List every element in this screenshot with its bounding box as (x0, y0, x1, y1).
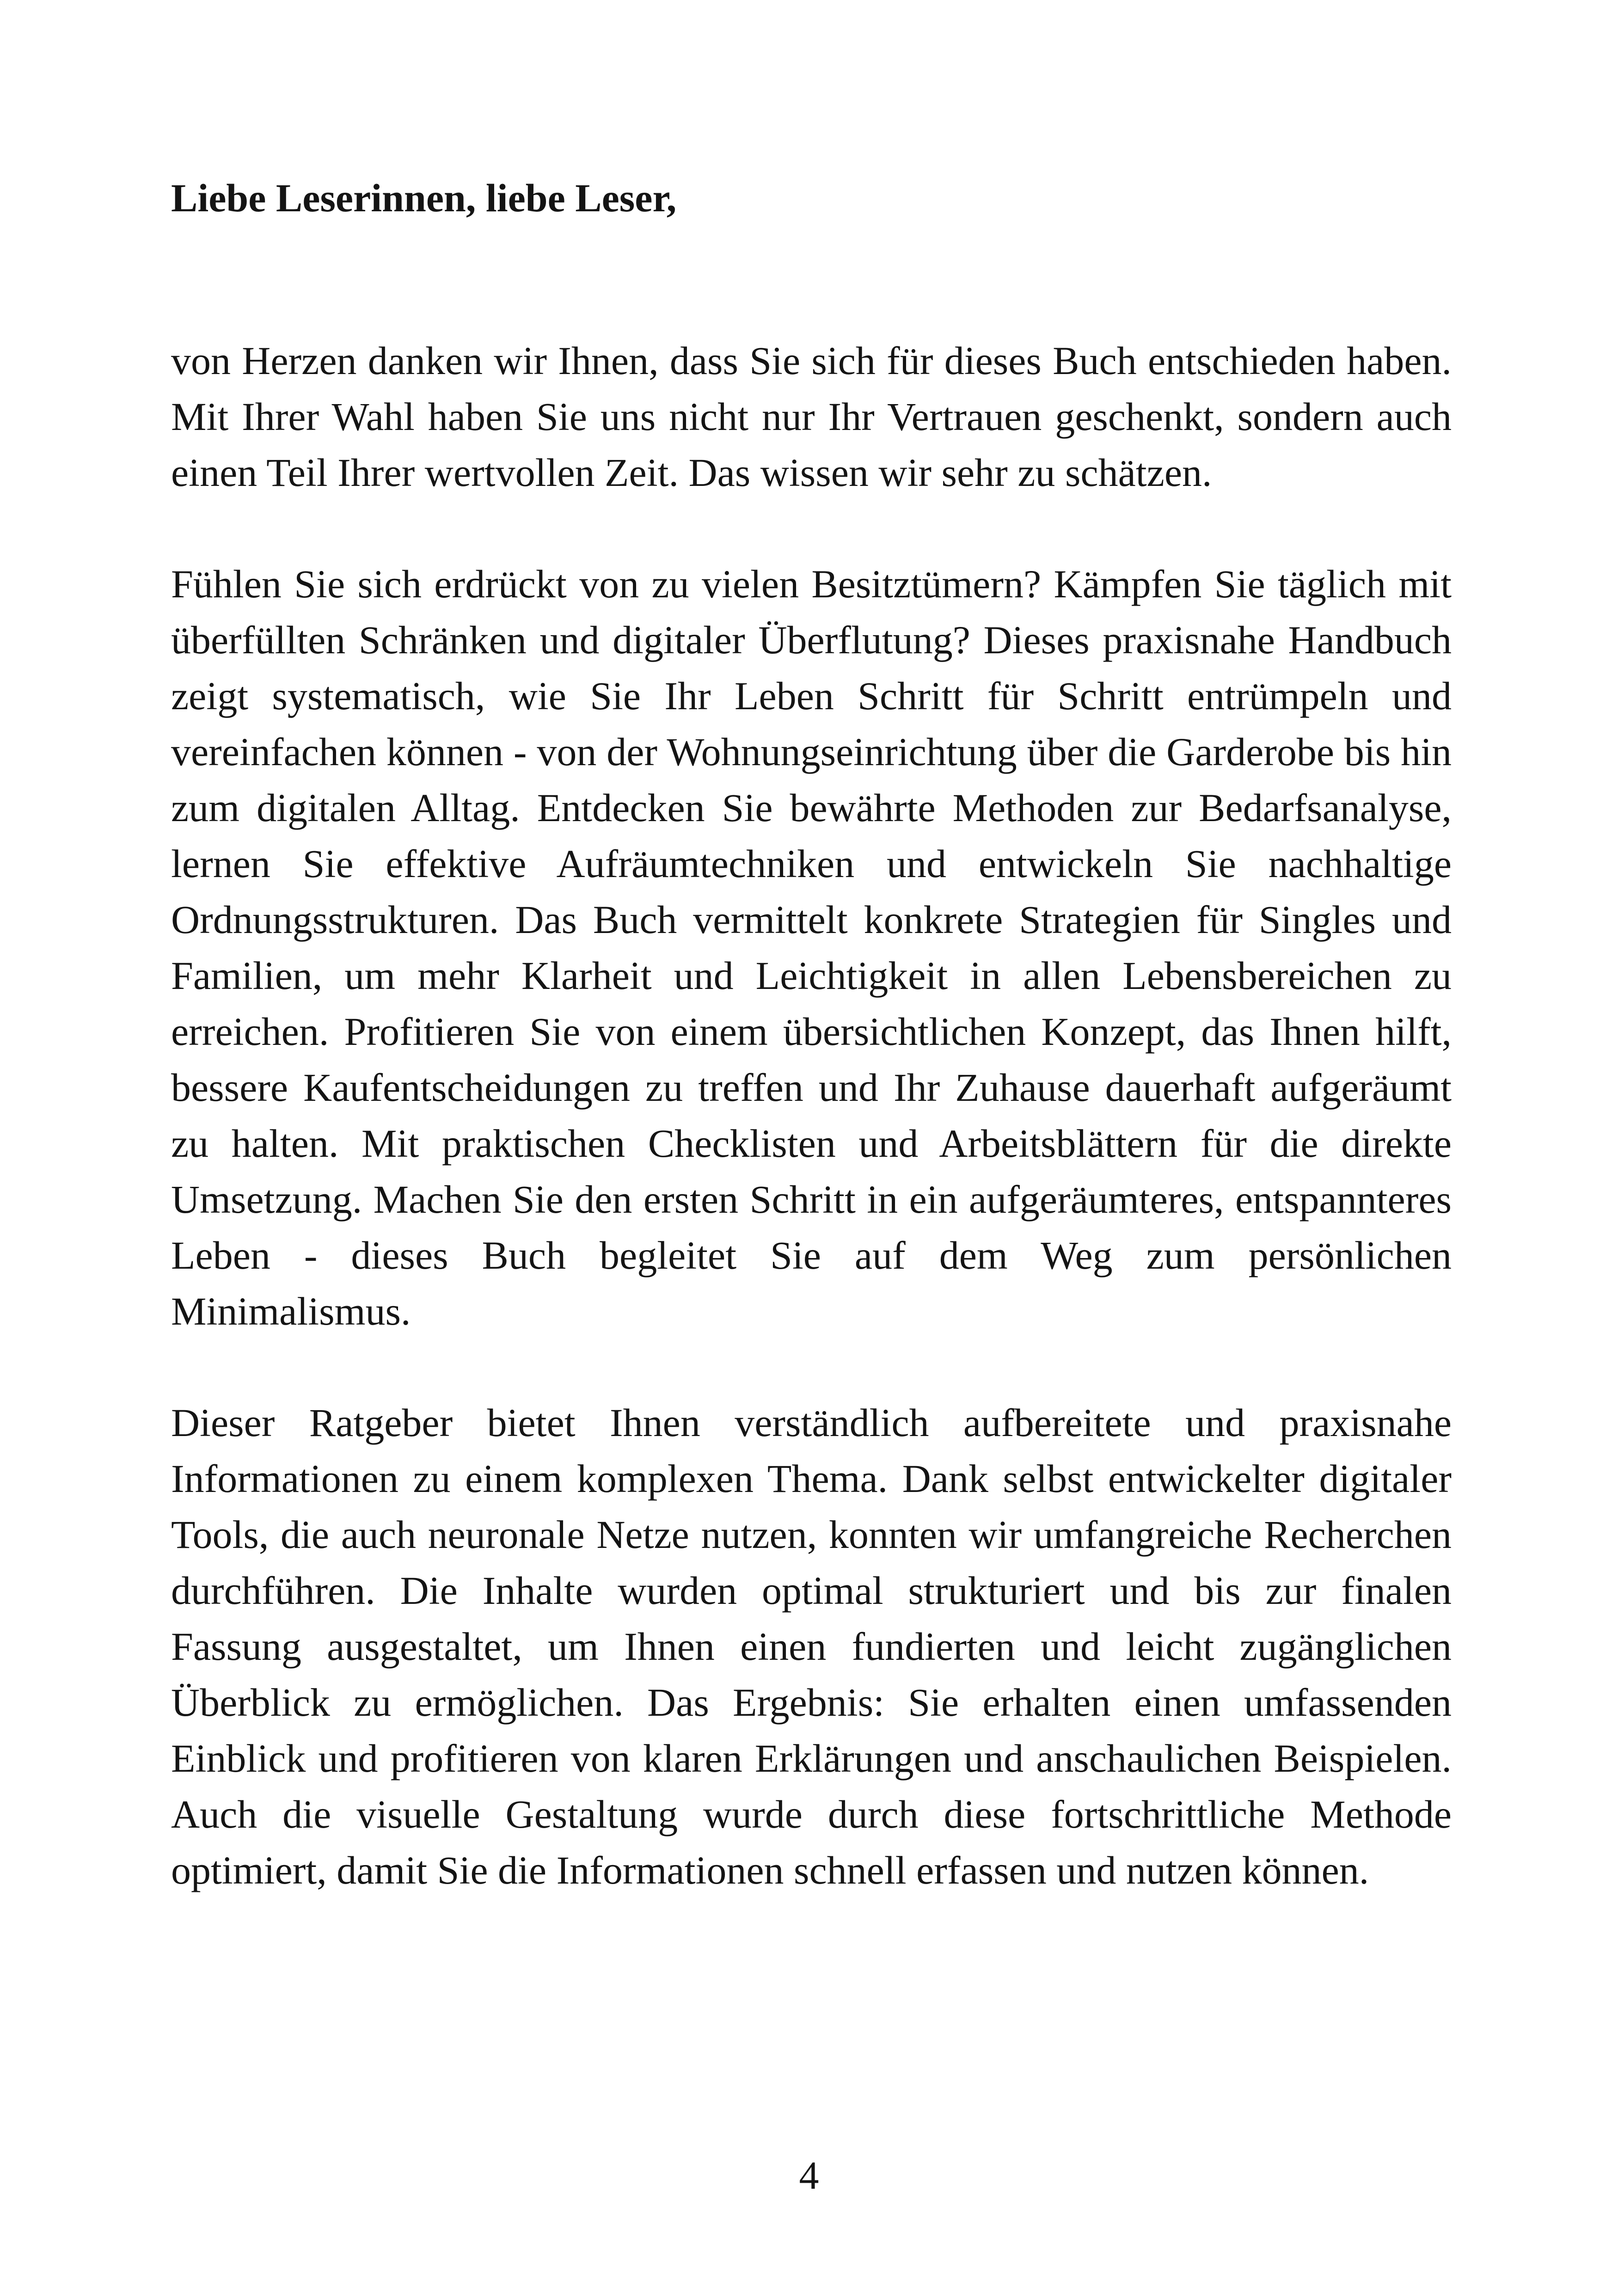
paragraph-guide-method: Dieser Ratgeber bietet Ihnen verständlich aufbereitete und praxisnahe Informationen zu einem komplexen Thema. Dank selbst entwickelter digitaler Tools, die auch neuronale Netze nutzen, konnten wir umfangreiche Recherchen durchführen. Die Inhalte wurden optimal strukturiert und bis zur finalen Fassung ausgestaltet, um Ihnen einen fundierten und leicht zugänglichen Überblick zu ermöglichen. Das Ergebnis: Sie erhalten einen umfassenden Einblick und profitieren von klaren Erklärungen und anschaulichen Beispielen. Auch die visuelle Gestaltung wurde durch diese fortschrittliche Methode optimiert, damit Sie die Informationen schnell erfassen und nutzen können. (171, 1400, 1452, 1892)
paragraph-thanks: von Herzen danken wir Ihnen, dass Sie sich für dieses Buch entschieden haben. Mit Ihrer Wahl haben Sie uns nicht nur Ihr Vertrauen geschenkt, sondern auch einen Teil Ihrer wertvollen Zeit. Das wissen wir sehr zu schätzen. (171, 338, 1452, 495)
page-number: 4 (799, 2153, 819, 2198)
paragraph-book-description: Fühlen Sie sich erdrückt von zu vielen Besitztümern? Kämpfen Sie täglich mit überfüllten Schränken und digitaler Überflutung? Dieses praxisnahe Handbuch zeigt systematisch, wie Sie Ihr Leben Schritt für Schritt entrümpeln und vereinfachen können - von der Wohnungseinrichtung über die Garderobe bis hin zum digitalen Alltag. Entdecken Sie bewährte Methoden zur Bedarfsanalyse, lernen Sie effektive Aufräumtechniken und entwickeln Sie nachhaltige Ordnungsstrukturen. Das Buch vermittelt konkrete Strategien für Singles und Familien, um mehr Klarheit und Leichtigkeit in allen Lebensbereichen zu erreichen. Profitieren Sie von einem übersichtlichen Konzept, das Ihnen hilft, bessere Kaufentscheidungen zu treffen und Ihr Zuhause dauerhaft aufgeräumt zu halten. Mit praktischen Checklisten und Arbeitsblättern für die direkte Umsetzung. Machen Sie den ersten Schritt in ein aufgeräumteres, entspannteres Leben - dieses Buch begleitet Sie auf dem Weg zum persönlichen Minimalismus. (171, 562, 1452, 1333)
body-text (171, 333, 1452, 1898)
greeting-heading: Liebe Leserinnen, liebe Leser, (171, 176, 677, 220)
